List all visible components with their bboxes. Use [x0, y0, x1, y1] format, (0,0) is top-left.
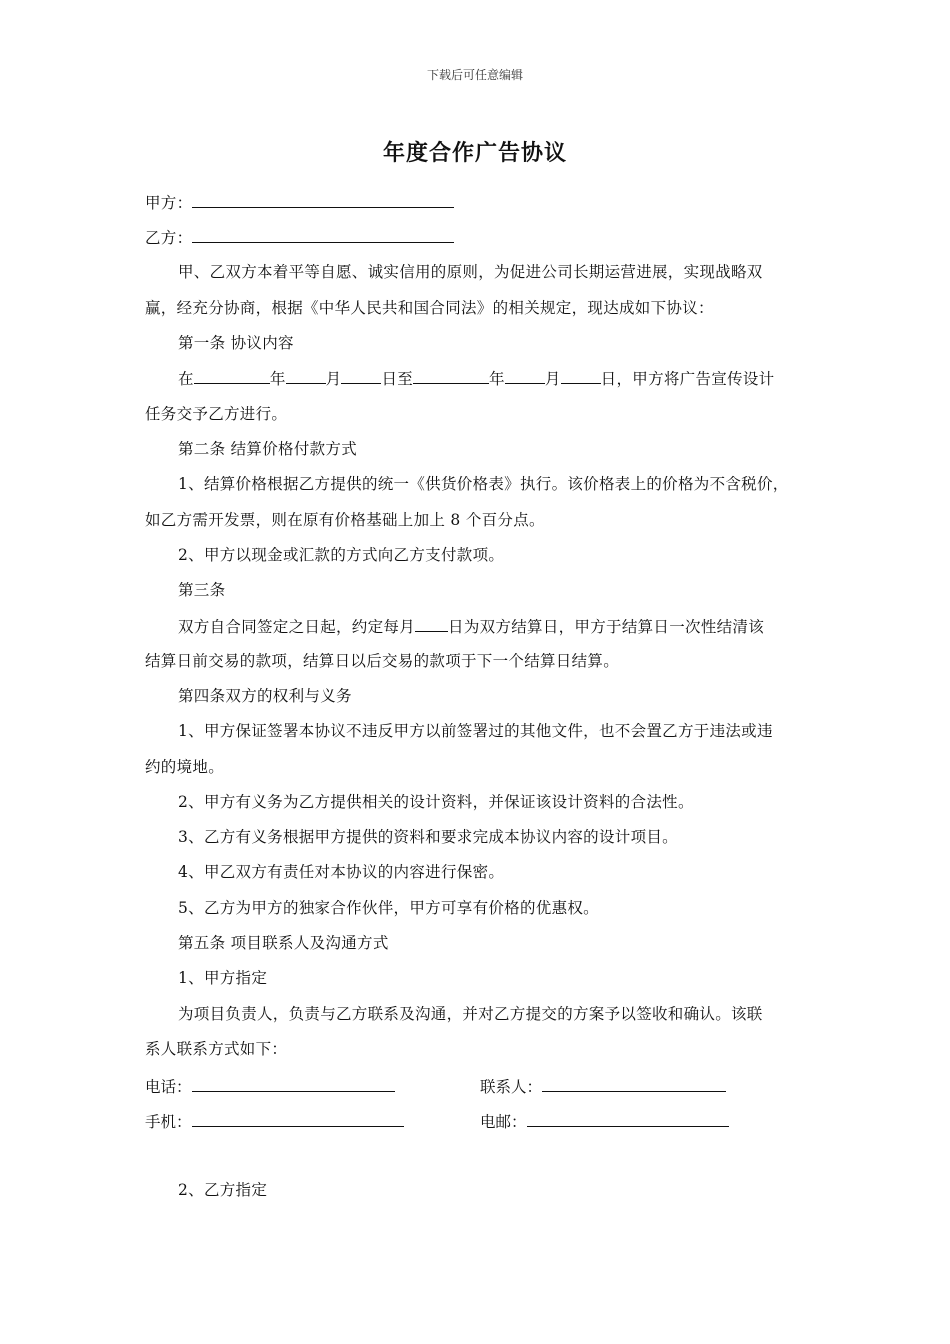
article1-date-line — [178, 368, 774, 389]
settlement-day-blank[interactable] — [415, 616, 448, 632]
article1-title: 第一条 协议内容 — [178, 334, 294, 352]
article3-pre: 双方自合同签定之日起，约定每月 — [178, 618, 416, 636]
article3-title: 第三条 — [178, 581, 226, 599]
contact-person-label: 联系人： — [480, 1078, 543, 1096]
article5-para-line1: 为项目负责人，负责与乙方联系及沟通，并对乙方提交的方案予以签收和确认。该联 — [178, 1005, 763, 1023]
email-blank[interactable] — [527, 1111, 729, 1127]
text-year: 年 — [269, 370, 286, 388]
start-day-blank[interactable] — [341, 368, 381, 384]
mobile-field — [145, 1111, 404, 1132]
text-month2: 月 — [544, 370, 561, 388]
article3-post: 日为双方结算日，甲方于结算日一次性结清该 — [448, 618, 765, 636]
text-at: 在 — [178, 370, 194, 388]
article4-item1-line2: 约的境地。 — [145, 758, 225, 776]
start-month-blank[interactable] — [286, 368, 326, 384]
mobile-blank[interactable] — [192, 1111, 404, 1127]
party-b-blank[interactable] — [192, 227, 454, 243]
end-year-blank[interactable] — [413, 368, 489, 384]
article5-title: 第五条 项目联系人及沟通方式 — [178, 934, 389, 952]
article4-item5: 5、乙方为甲方的独家合作伙伴，甲方可享有价格的优惠权。 — [178, 899, 599, 917]
article4-title: 第四条双方的权利与义务 — [178, 687, 352, 705]
text-year2: 年 — [489, 370, 505, 388]
end-day-blank[interactable] — [561, 368, 601, 384]
contact-person-blank[interactable] — [542, 1076, 726, 1092]
article4-item4: 4、甲乙双方有责任对本协议的内容进行保密。 — [178, 863, 505, 881]
start-year-blank[interactable] — [194, 368, 270, 384]
intro-line-2: 赢，经充分协商，根据《中华人民共和国合同法》的相关规定，现达成如下协议： — [145, 299, 714, 317]
article5-item1: 1、甲方指定 — [178, 969, 268, 987]
article5-para-line2: 系人联系方式如下： — [145, 1040, 288, 1058]
document-title: 年度合作广告协议 — [382, 140, 567, 166]
party-a-line — [145, 192, 454, 213]
mobile-label: 手机： — [145, 1113, 192, 1131]
text-month: 月 — [325, 370, 342, 388]
article3-line-2: 结算日前交易的款项，结算日以后交易的款项于下一个结算日结算。 — [145, 652, 620, 670]
email-label: 电邮： — [480, 1113, 527, 1131]
article2-item1-line2: 如乙方需开发票，则在原有价格基础上加上 8 个百分点。 — [145, 511, 545, 529]
article4-item3: 3、乙方有义务根据甲方提供的资料和要求完成本协议内容的设计项目。 — [178, 828, 678, 846]
article2-title: 第二条 结算价格付款方式 — [178, 440, 358, 458]
phone-label: 电话： — [145, 1078, 192, 1096]
phone-blank[interactable] — [192, 1076, 395, 1092]
article3-line-1 — [178, 616, 764, 637]
article4-item1-line1: 1、甲方保证签署本协议不违反甲方以前签署过的其他文件，也不会置乙方于违法或违 — [178, 722, 773, 740]
article2-item2: 2、甲方以现金或汇款的方式向乙方支付款项。 — [178, 546, 505, 564]
party-b-label: 乙方： — [145, 229, 193, 247]
party-a-blank[interactable] — [192, 192, 454, 208]
party-a-label: 甲方： — [145, 194, 193, 212]
article2-item1-line1: 1、结算价格根据乙方提供的统一《供货价格表》执行。该价格表上的价格为不含税价， — [178, 475, 789, 493]
article5-item2: 2、乙方指定 — [178, 1181, 268, 1199]
intro-line-1: 甲、乙双方本着平等自愿、诚实信用的原则，为促进公司长期运营进展，实现战略双 — [178, 263, 763, 281]
party-b-line — [145, 227, 454, 248]
contact-person-field — [480, 1076, 726, 1097]
text-day-to: 日至 — [381, 370, 414, 388]
article4-item2: 2、甲方有义务为乙方提供相关的设计资料，并保证该设计资料的合法性。 — [178, 793, 694, 811]
article1-line-2: 任务交予乙方进行。 — [145, 405, 288, 423]
email-field — [480, 1111, 729, 1132]
page-header: 下载后可任意编辑 — [426, 68, 523, 82]
end-month-blank[interactable] — [505, 368, 545, 384]
phone-field — [145, 1076, 395, 1097]
text-article1-tail: 日，甲方将广告宣传设计 — [600, 370, 775, 388]
